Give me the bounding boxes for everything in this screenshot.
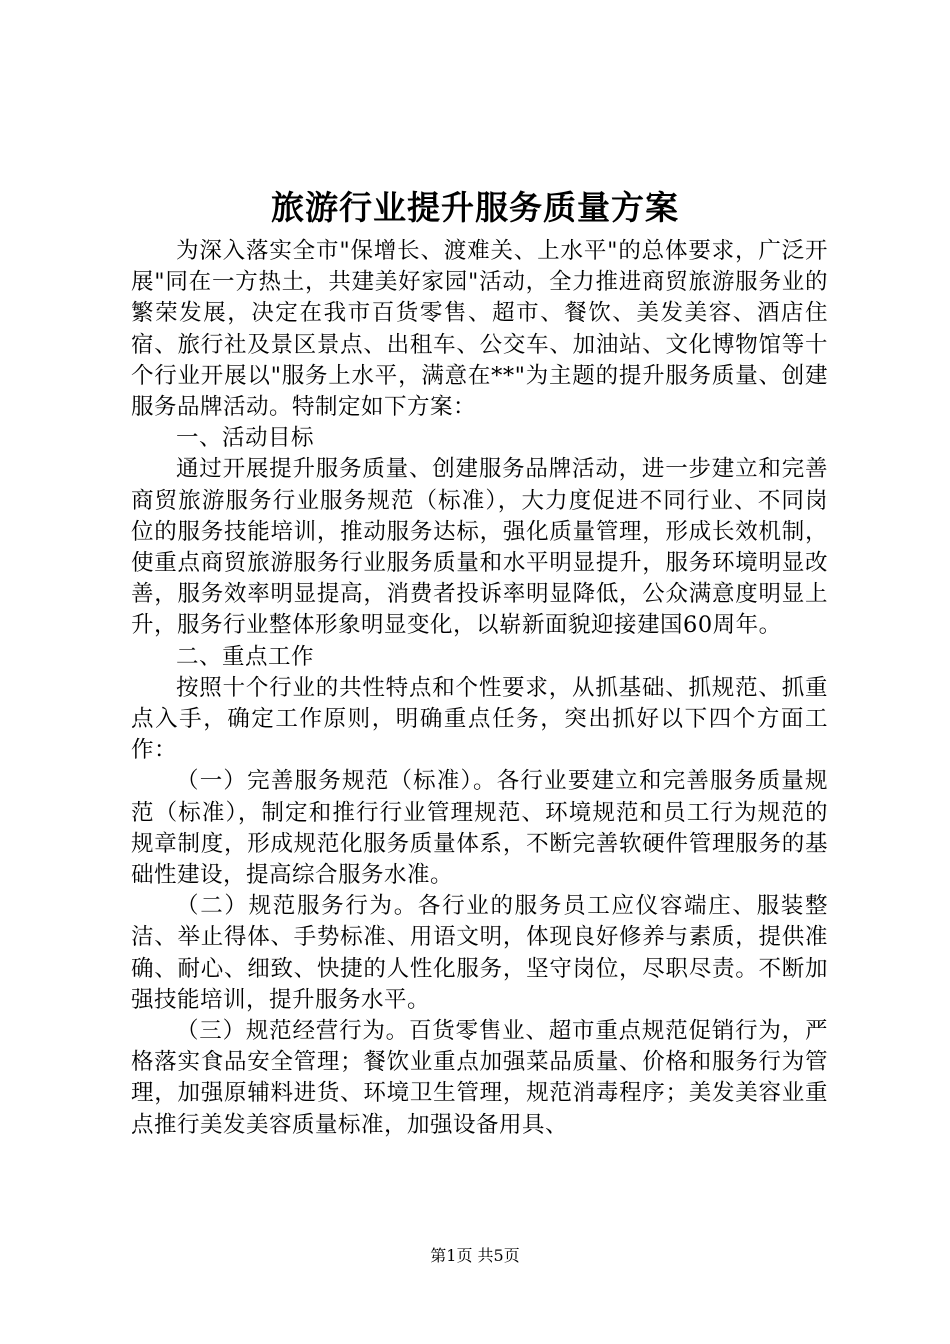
paragraph-item-1: （一）完善服务规范（标准）。各行业要建立和完善服务质量规范（标准），制定和推行行业管理规范、环境规范和员工行为规范的规章制度，形成规范化服务质量体系，不断完善软硬件管理服务的基础性建设，提高综合服务水准。 — [131, 768, 828, 889]
document-title: 旅游行业提升服务质量方案 — [271, 188, 679, 227]
paragraph-key-work: 按照十个行业的共性特点和个性要求，从抓基础、抓规范、抓重点入手，确定工作原则，明确重点任务，突出抓好以下四个方面工作： — [131, 674, 828, 764]
page-number-footer: 第1页 共5页 — [430, 1246, 520, 1265]
paragraph-goals: 通过开展提升服务质量、创建服务品牌活动，进一步建立和完善商贸旅游服务行业服务规范（标准），大力度促进不同行业、不同岗位的服务技能培训，推动服务达标，强化质量管理，形成长效机制，使重点商贸旅游服务行业服务质量和水平明显提升，服务环境明显改善，服务效率明显提高，消费者投诉率明显降低，公众满意度明显上升，服务行业整体形象明显变化，以崭新面貌迎接建国60周年。 — [131, 456, 828, 639]
section-heading-key-work: 二、重点工作 — [176, 643, 315, 670]
paragraph-item-3: （三）规范经营行为。百货零售业、超市重点规范促销行为，严格落实食品安全管理；餐饮业重点加强菜品质量、价格和服务行为管理，加强原辅料进货、环境卫生管理，规范消毒程序；美发美容业重点推行美发美容质量标准，加强设备用具、 — [131, 1018, 828, 1138]
section-heading-goals: 一、活动目标 — [176, 425, 315, 452]
document-body — [131, 236, 828, 1141]
paragraph-intro: 为深入落实全市"保增长、渡难关、上水平"的总体要求，广泛开展"同在一方热土，共建美好家园"活动，全力推进商贸旅游服务业的繁荣发展，决定在我市百货零售、超市、餐饮、美发美容、酒店住宿、旅行社及景区景点、出租车、公交车、加油站、文化博物馆等十个行业开展以"服务上水平，满意在**"为主题的提升服务质量、创建服务品牌活动。特制定如下方案： — [131, 238, 828, 421]
paragraph-item-2: （二）规范服务行为。各行业的服务员工应仪容端庄、服装整洁、举止得体、手势标准、用语文明，体现良好修养与素质，提供准确、耐心、细致、快捷的人性化服务，坚守岗位，尽职尽责。不断加强技能培训，提升服务水平。 — [131, 893, 828, 1013]
